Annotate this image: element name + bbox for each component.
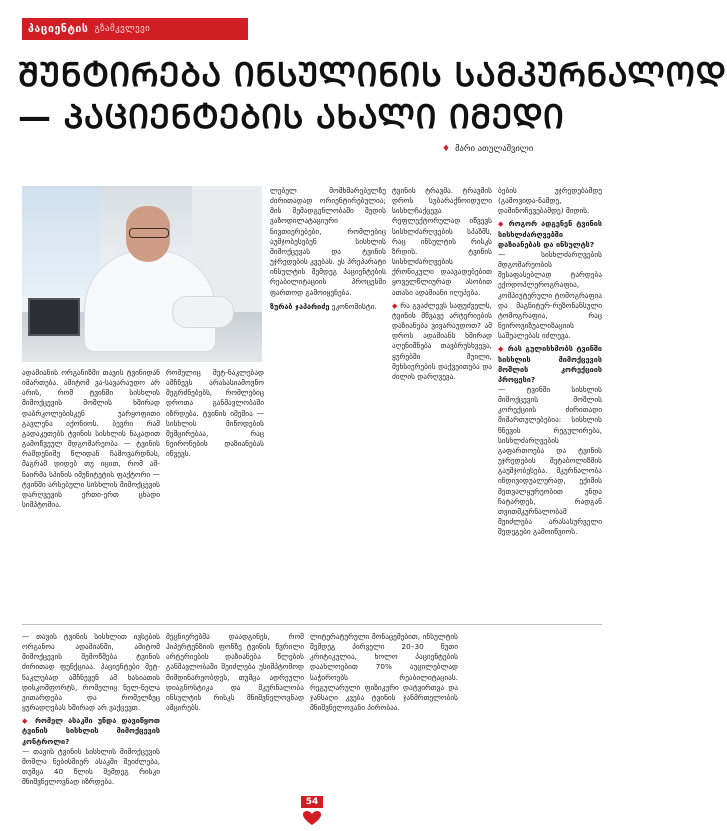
column-4-answer-2: — ტვინში სისხლის მიმოქცევის მოშლის კორექციის ძირითადი მიმართულებებია: სისხლის წნევის რეგულირება, სისხლძარღვების გაფართოება და ტვინის უჯრედების მეტაბოლიზმის გაუმჯობესება. მკურნალობა ინდივიდუალურად, ექიმის მეთვალყურეობით უნდა ჩატარდეს, რადგან თვითმკურნალობამ შეიძლება არასასურველი შედეგები გამოიწვიოს. — [498, 384, 602, 537]
column-4-question-1-text: როგორ ადგენენ ტვინის სისხლძარღვებში დაზიანებას და ინსულტს? — [498, 219, 602, 249]
question-bullet-icon: ◆ — [498, 345, 505, 354]
byline — [442, 144, 533, 154]
column-2-upper-text: ლებელ მომხმარებელზე ძირითადად ორიენტირებულია; მის შემადგენლობაში შედის ვაზოდილატაციური ნივთიერებები, რომლებიც აუმჯობესებენ სისხლის მიმოქცევას და ტვინის უჯრედების კვებას. ეს პრეპარატი ინსულტის შემდეგ პაციენტების რეაბილიტაციის პროცესში ფართოდ გამოიყენება. — [270, 186, 386, 297]
doctor-portrait-photo — [22, 186, 262, 362]
photo-glasses — [129, 228, 169, 238]
lower-column-4 — [464, 632, 602, 792]
column-4-question-2 — [498, 344, 602, 385]
lower-column-1-question — [22, 716, 160, 746]
photo-monitor — [28, 298, 80, 336]
column-4-question-2-text: რას გულისხმობს ტვინში სისხლის მიმოქცევის მოშლის კორექციის პროცესი? — [498, 344, 602, 384]
lower-column-1-question-text: რომელ ასაკში უნდა დავიწყოთ ტვინის სისხლის მიმოქცევის კონტროლი? — [22, 716, 160, 746]
page-number: 54 — [301, 796, 323, 808]
lower-column-1-text: — თავის ტვინის სისხლით ივსების ორგანოა ადამიანში, ამიტომ მიმოქცევის შემოწმება ტვინის ძირითად ფუნქციაა. პაციენტები მეტ-ნაკლებად ამჩნევენ ამ ხასიათის დისკომფორტს, რომელიც ნელ-ნელა ვითარდება და რომელზეც ყურადღებას ხშირად არ ვაქცევთ. — [22, 632, 160, 713]
section-divider — [22, 624, 602, 625]
photo-window — [22, 186, 100, 296]
column-1-lower-left-text: რომელიც მეტ-ნაკლებად ამჩნევს არასასიამოვნო შეგრძნებებს, რომლებიც დროთა განმავლობაში იზრდება. ტვინის იშემია — სისხლის მიწოდების შემცირებაა, რაც ნეირონების დაზიანებას იწვევს. — [166, 368, 264, 459]
signature-name: ზურაბ ჯაპარიძე — [270, 301, 330, 311]
question-bullet-icon: ◆ — [22, 717, 31, 726]
lower-column-2-text: მეცნიერებმა დაადგინეს, რომ ჰიპერტენზიის ფონზე ტვინის წვრილი არტერიების დაზიანება წლების განმავლობაში შეიძლება უსიმპტომოდ მიმდინარეობდეს, თუმცა ადრეული დიაგნოსტიკა და მკურნალობა ინსულტის რისკს მნიშვნელოვნად ამცირებს. — [166, 632, 304, 713]
question-bullet-icon: ◆ — [392, 301, 398, 310]
column-1-upper — [22, 368, 160, 616]
column-3 — [392, 186, 492, 620]
byline-author: მარი ათულაშვილი — [455, 144, 534, 154]
section-label-primary: პაციენტის — [28, 23, 89, 35]
lower-column-2 — [166, 632, 304, 792]
article-headline — [18, 54, 727, 138]
section-label-bar — [22, 18, 248, 40]
column-4-answer-1: — სისხლძარღვების მდგომარეობის შესაფასებლად ტარდება ექოდოპლეროგრაფია, კომპიუტერული ტომოგრაფია და მაგნიტურ-რეზონანსული ტომოგრაფია, რაც ნეიროვიზუალიზაციის საშუალებას იძლევა. — [498, 249, 602, 341]
column-3-upper-text: ტვინის ტრავმა. ტრავმის დროს სუბარაქნოიდული სისხლჩაქცევა რეფლექტორულად იწვევს სისხლძარღვების სპაზმს, რაც ინსულტის რისკს ზრდის. ტვინის სისხლძარღვების ქრონიკული დაავადებებით ყოველწლიურად ასობით ათასი ადამიანი იღუპება. — [392, 186, 492, 297]
lower-column-1 — [22, 632, 160, 792]
column-4 — [498, 186, 602, 620]
lower-column-3-text: ლიტერატურული მონაცემებით, ინსულტის შემდეგ პირველი 20–30 წუთი კრიტიკულია, ხოლო პაციენტების დაახლოებით 70% აუცილებლად საჭიროებს რეაბილიტაციას. რეგულარული ფიზიკური დატვირთვა და ჯანსაღი კვება ტვინის ჯანმრთელობის მნიშვნელოვანი პირობაა. — [310, 632, 458, 713]
column-2-upper-text-block — [270, 186, 386, 620]
lower-column-1-answer: — თავის ტვინის სისხლის მიმოქცევის მოშლა ნებისმიერ ასაკში შეიძლება, თუმცა 40 წლის შემდეგ რისკი მნიშვნელოვნად იზრდება. — [22, 746, 160, 787]
heart-logo-icon — [302, 810, 322, 826]
column-4-upper-text: ბების უჯრედებამდე (გამოვიდა-ნამდე, დამინოჩევებამდე) მიდის. — [498, 186, 602, 216]
photo-arm — [172, 296, 234, 328]
column-3-question-text: რა გვაძლევს საფუძველს, ტვინის მწვავე არტერიების დაზიანება ვივარაუდოთ? ამ დროს ადამიანს ხშირად აღენიშნება თავბრუსხვევა, ყურებში შუილი, მეხსიერების დაქვეითება და ძილის დარღვევა. — [392, 300, 492, 381]
column-4-question-1 — [498, 219, 602, 249]
signature-role: ეკონომისტი. — [331, 301, 377, 311]
byline-diamond-icon: ♦ — [442, 144, 451, 154]
column-2-signature — [270, 302, 386, 312]
headline-line-1: ᲨᲣᲜᲢᲘᲠᲔᲑᲐ ᲘᲜᲡᲣᲚᲘᲜᲘᲡ ᲡᲐᲛᲙᲣᲠᲜᲐᲚᲝᲓ — [18, 55, 727, 94]
section-label-secondary: გზამკვლევი — [94, 24, 151, 34]
headline-line-2: — ᲞᲐᲪᲘᲔᲜᲢᲔᲑᲘᲡ ᲐᲮᲐᲚᲘ ᲘᲛᲔᲓᲘ — [18, 97, 565, 136]
column-3-question — [392, 301, 492, 382]
column-1-upper-text: ადამიანის ორგანიზმი თავის ტვინიდან იმართება. ამიტომ ვა-სავარაუდო არ არის, რომ ტვინში სისხლის მიმოქცევის მოშლის ხშირად დაბრკოლებისკენ უარყოფითი გავლენა იქონიოს. ბევრი რამ გადაკეთებს ტვინის სისხლის ნაკადით გამოწვეულ მდგომარეობა — ტვინის რამდენიმე წლიდან ჩამოვარდნას, მაგრამ დიდებ თუ იცით, რომ ამ-ნაირმა სპინის იმუნიტეტის ფაქტორი — ტვინში არსებული სისხლის მიმოქცევის დარღვევის ერთი-ერთ ცხადი სიმპტომია. — [22, 368, 160, 510]
question-bullet-icon: ◆ — [498, 220, 505, 229]
lower-column-3 — [310, 632, 458, 792]
column-1-lower-left — [166, 368, 264, 616]
